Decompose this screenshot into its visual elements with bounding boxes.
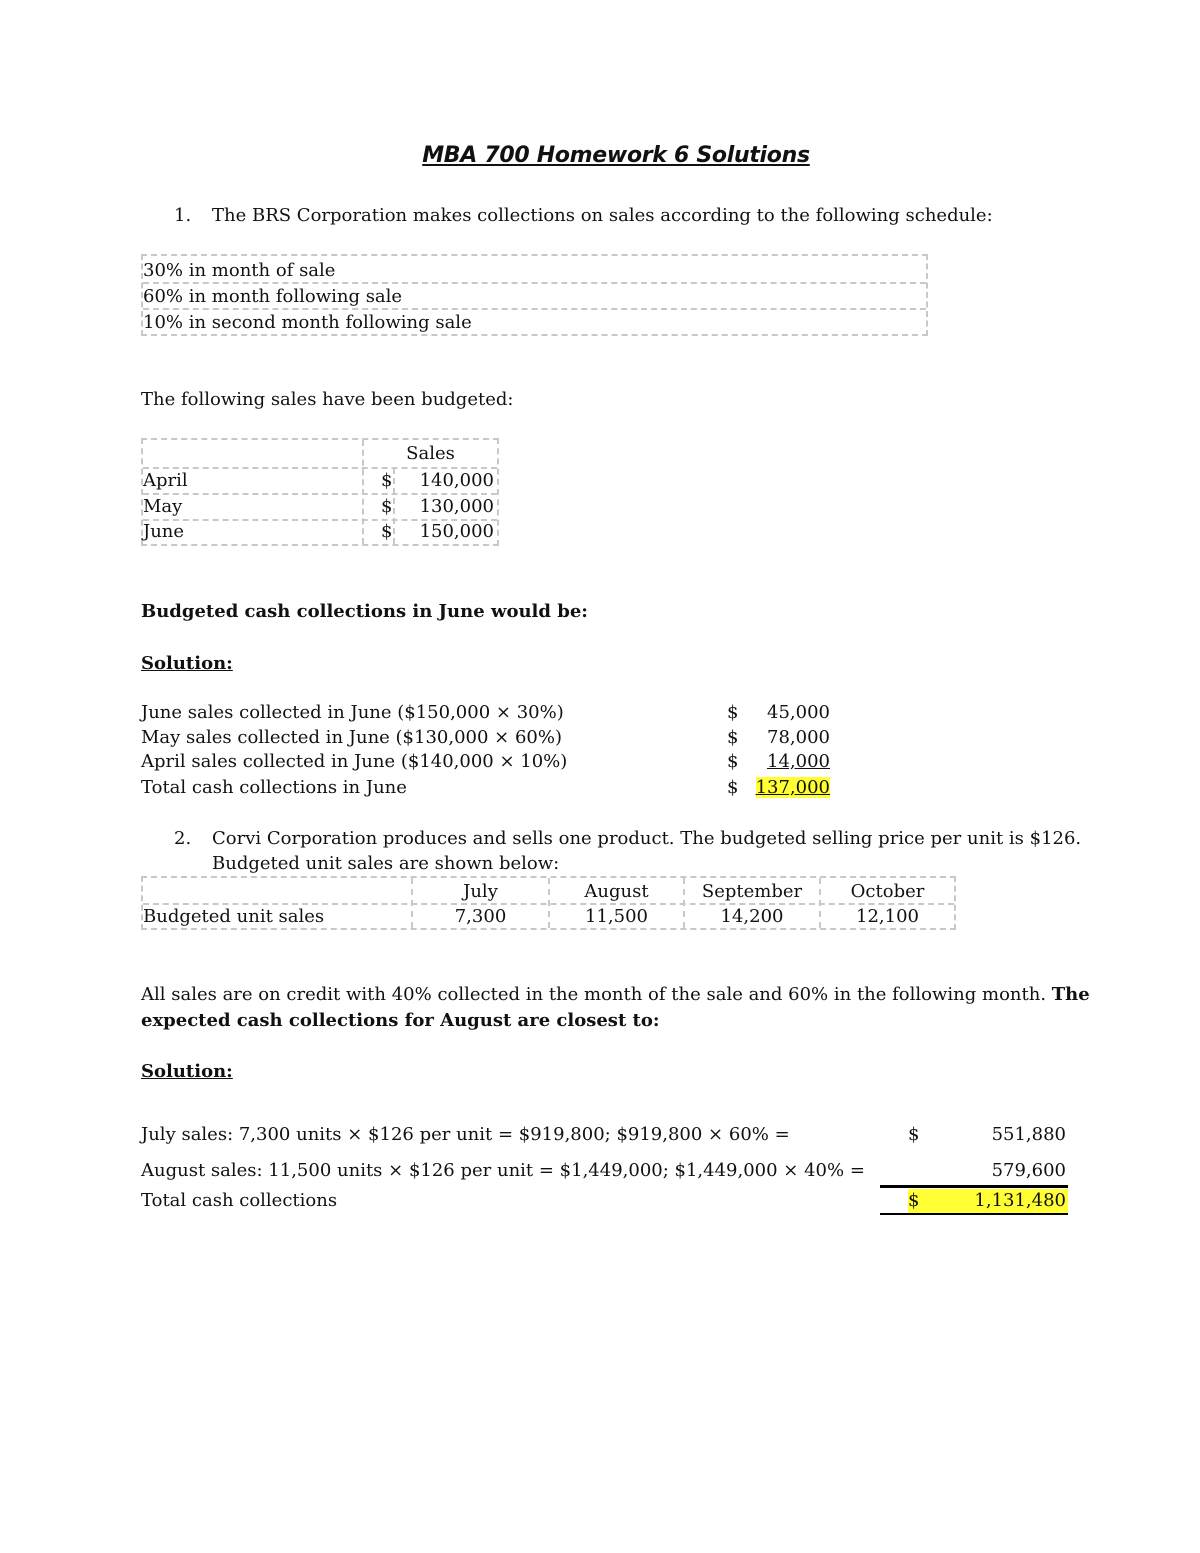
q1-line-label: June sales collected in June ($150,000 × 30%) — [141, 702, 564, 723]
total-underline — [880, 1213, 1068, 1215]
sales-amount: 130,000 — [419, 496, 494, 517]
q2-total-amount: 1,131,480 — [974, 1190, 1066, 1211]
q2-question: expected cash collections for August are closest to: — [141, 1010, 660, 1031]
table-header-august: August — [584, 881, 649, 902]
q1-line-label: April sales collected in June ($140,000 × 10%) — [141, 751, 568, 772]
collection-schedule-table — [141, 254, 928, 336]
q1-total-amount: 137,000 — [755, 777, 830, 798]
q2-line-currency: $ — [908, 1124, 920, 1145]
sales-amount: 150,000 — [419, 521, 494, 542]
q1-line-currency: $ — [727, 727, 739, 748]
sales-intro: The following sales have been budgeted: — [141, 389, 514, 410]
q1-prompt: The BRS Corporation makes collections on sales according to the following schedule: — [212, 205, 993, 226]
sales-currency: $ — [381, 496, 393, 517]
sales-month: June — [143, 521, 185, 542]
q1-solution-label: Solution: — [141, 653, 233, 674]
q1-line-amount: 78,000 — [767, 727, 830, 748]
q2-question-part1: The — [1051, 984, 1090, 1005]
unit-sales-value: 11,500 — [585, 906, 648, 927]
sales-month: April — [143, 470, 188, 491]
q2-line-amount: 579,600 — [991, 1160, 1066, 1181]
schedule-row: 10% in second month following sale — [143, 312, 472, 333]
q1-number: 1. — [174, 205, 192, 226]
q1-total-currency: $ — [727, 777, 739, 798]
row-label: Budgeted unit sales — [143, 906, 325, 927]
q1-line-currency: $ — [727, 751, 739, 772]
sales-month: May — [143, 496, 183, 517]
total-rule — [880, 1185, 1068, 1188]
sales-currency: $ — [381, 521, 393, 542]
table-header-october: October — [850, 881, 925, 902]
page-title: MBA 700 Homework 6 Solutions — [422, 143, 810, 168]
budgeted-sales-table — [141, 438, 499, 546]
q2-credit-text-line — [141, 984, 1090, 1005]
q1-total-amount-wrap — [740, 777, 830, 798]
sales-currency: $ — [381, 470, 393, 491]
q2-total-label: Total cash collections — [141, 1190, 338, 1211]
q2-number: 2. — [174, 828, 192, 849]
q2-solution-label: Solution: — [141, 1061, 233, 1082]
unit-sales-value: 12,100 — [856, 906, 919, 927]
unit-sales-value: 7,300 — [454, 906, 507, 927]
q1-question: Budgeted cash collections in June would be: — [141, 601, 588, 622]
q1-line-amount: 45,000 — [767, 702, 830, 723]
schedule-row: 60% in month following sale — [143, 285, 926, 310]
q1-line-currency: $ — [727, 702, 739, 723]
unit-sales-table — [141, 876, 956, 930]
q2-line-label: August sales: 11,500 units × $126 per unit = $1,449,000; $1,449,000 × 40% = — [141, 1160, 865, 1181]
q2-prompt-line2: Budgeted unit sales are shown below: — [212, 853, 560, 874]
unit-sales-value: 14,200 — [720, 906, 784, 927]
q2-line-label: July sales: 7,300 units × $126 per unit = $919,800; $919,800 × 60% = — [141, 1124, 790, 1145]
q2-total-currency: $ — [908, 1190, 920, 1211]
q2-prompt-line1: Corvi Corporation produces and sells one product. The budgeted selling price per unit is $126. — [212, 828, 1082, 849]
q1-line-amount: 14,000 — [767, 751, 830, 772]
q1-total-label: Total cash collections in June — [141, 777, 407, 798]
table-header-september: September — [701, 881, 803, 902]
q1-line-label: May sales collected in June ($130,000 × 60%) — [141, 727, 562, 748]
table-header-july: July — [463, 881, 498, 902]
sales-amount: 140,000 — [419, 470, 494, 491]
sales-header: Sales — [406, 443, 455, 464]
schedule-row: 30% in month of sale — [143, 259, 926, 284]
q2-line-amount: 551,880 — [991, 1124, 1066, 1145]
q2-credit-text: All sales are on credit with 40% collected in the month of the sale and 60% in the following month. — [141, 984, 1047, 1005]
